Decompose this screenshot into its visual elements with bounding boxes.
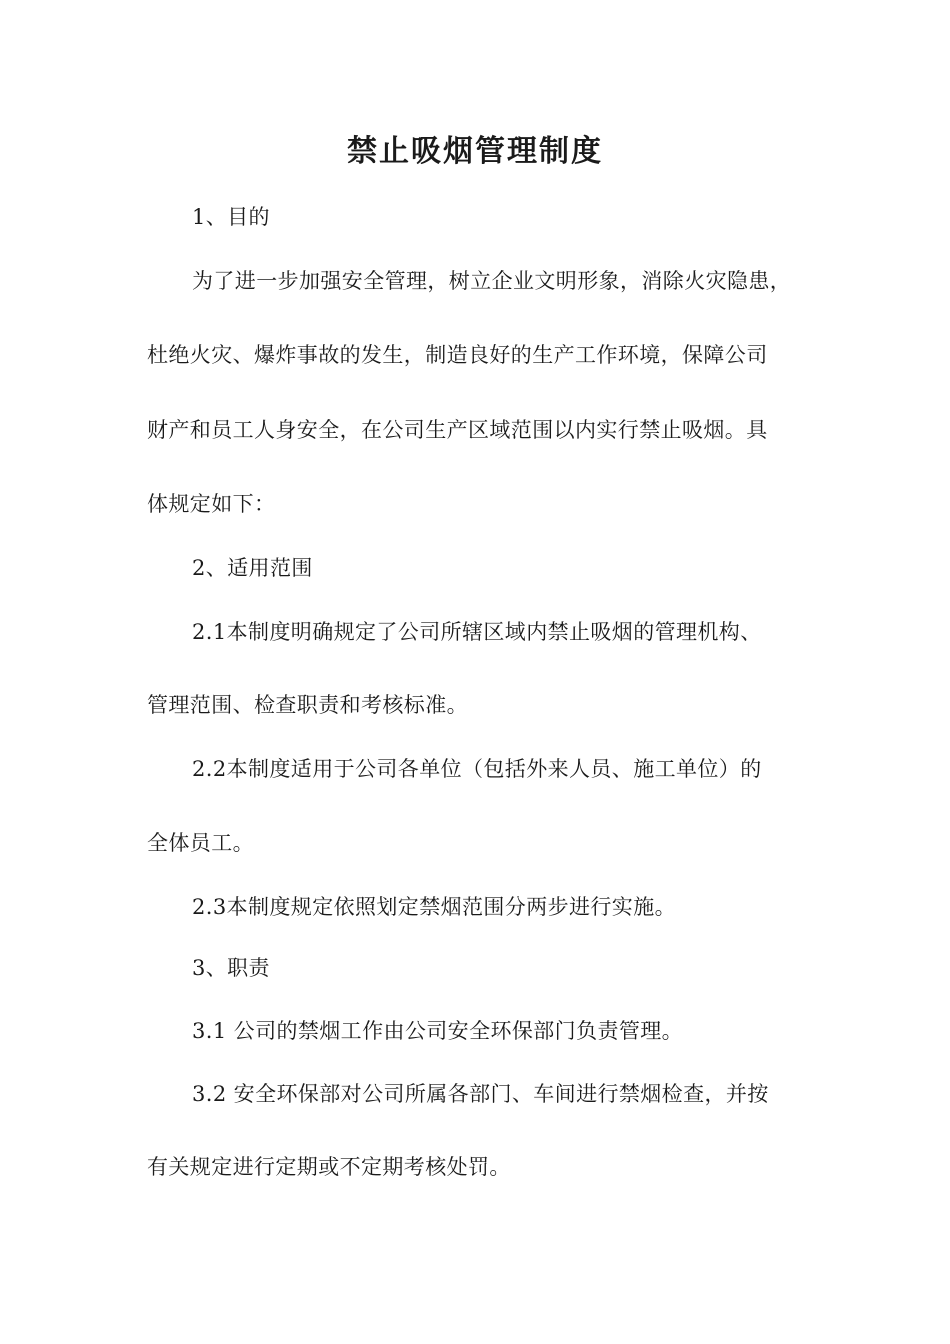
section-heading-duties: 3、职责 bbox=[192, 956, 270, 980]
paragraph-line: 杜绝火灾、爆炸事故的发生，制造良好的生产工作环境，保障公司 bbox=[147, 343, 768, 367]
paragraph-line: 全体员工。 bbox=[147, 831, 254, 855]
paragraph-line: 2.2本制度适用于公司各单位（包括外来人员、施工单位）的 bbox=[192, 757, 762, 781]
paragraph-line: 管理范围、检查职责和考核标准。 bbox=[147, 693, 468, 717]
section-heading-scope: 2、适用范围 bbox=[192, 556, 313, 580]
paragraph-line: 有关规定进行定期或不定期考核处罚。 bbox=[147, 1155, 511, 1179]
paragraph-line: 2.1本制度明确规定了公司所辖区域内禁止吸烟的管理机构、 bbox=[192, 620, 762, 644]
paragraph-line: 为了进一步加强安全管理，树立企业文明形象，消除火灾隐患， bbox=[192, 269, 792, 293]
paragraph-line: 财产和员工人身安全，在公司生产区域范围以内实行禁止吸烟。具 bbox=[147, 418, 768, 442]
paragraph-line: 3.2 安全环保部对公司所属各部门、车间进行禁烟检查，并按 bbox=[192, 1082, 769, 1106]
paragraph-line: 3.1 公司的禁烟工作由公司安全环保部门负责管理。 bbox=[192, 1019, 684, 1043]
section-heading-purpose: 1、目的 bbox=[192, 205, 270, 229]
document-title: 禁止吸烟管理制度 bbox=[347, 134, 603, 169]
paragraph-line: 体规定如下： bbox=[147, 492, 276, 516]
paragraph-line: 2.3本制度规定依照划定禁烟范围分两步进行实施。 bbox=[192, 895, 676, 919]
